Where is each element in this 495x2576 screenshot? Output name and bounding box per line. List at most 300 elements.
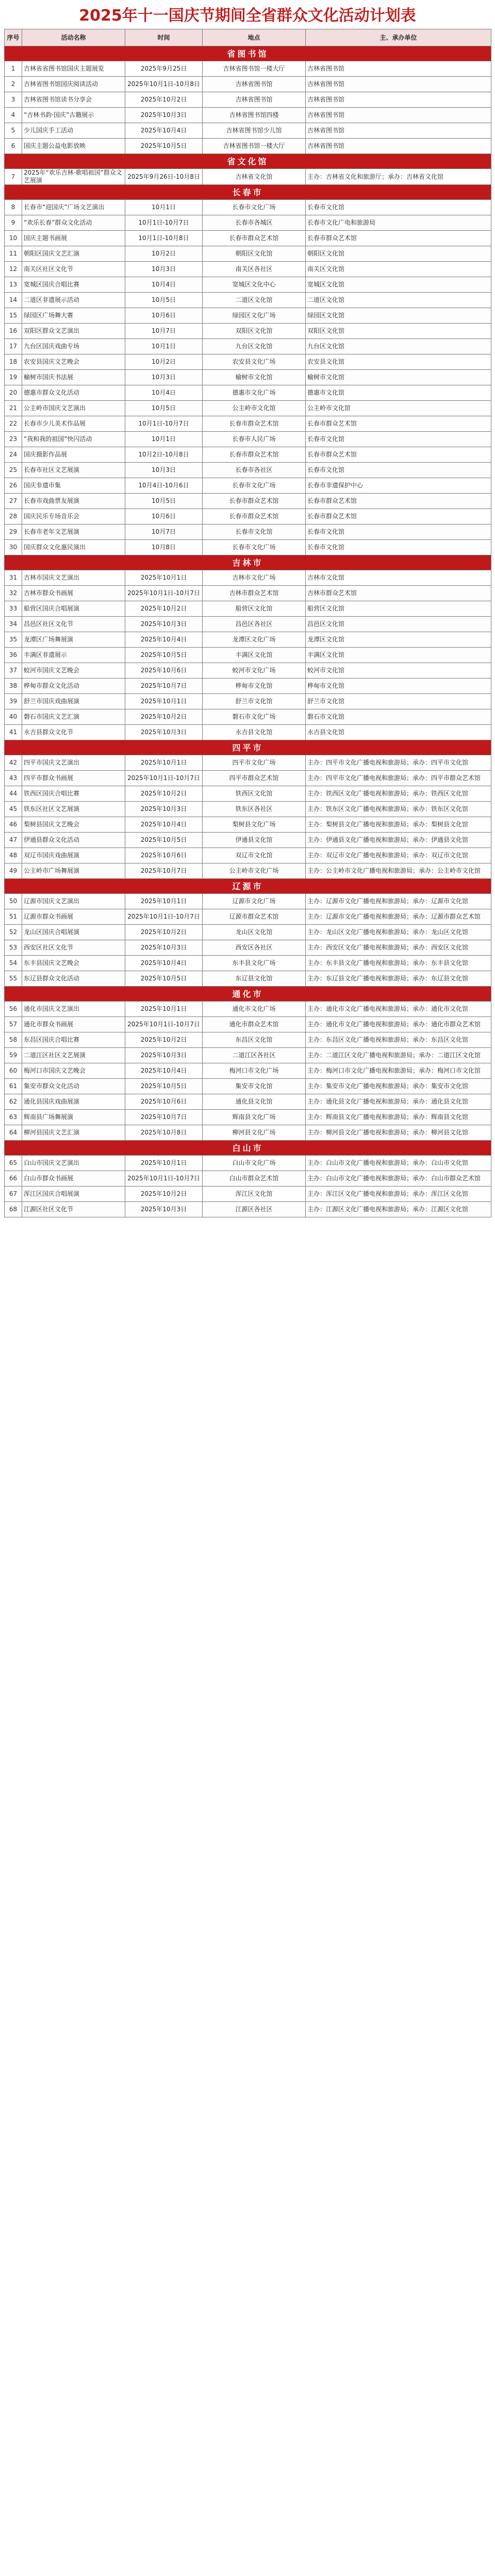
cell-location: 永吉县文化馆 — [203, 725, 306, 740]
table-row — [5, 1156, 491, 1171]
cell-organizer: 双阳区文化馆 — [306, 324, 491, 339]
cell-no: 2 — [5, 77, 22, 92]
cell-time: 10月1日 — [125, 432, 203, 447]
cell-activity: 辉南县广场舞展演 — [22, 1110, 125, 1125]
section-header-row — [5, 740, 491, 755]
table-row — [5, 570, 491, 586]
cell-no: 47 — [5, 833, 22, 848]
table-row — [5, 463, 491, 478]
table-row — [5, 648, 491, 663]
table-row — [5, 277, 491, 293]
table-row — [5, 1094, 491, 1110]
table-row — [5, 1202, 491, 1217]
cell-time: 2025年10月4日 — [125, 123, 203, 139]
cell-organizer: 宽城区文化馆 — [306, 277, 491, 293]
cell-no: 38 — [5, 679, 22, 694]
cell-location: 东丰县文化广场 — [203, 956, 306, 971]
cell-no: 31 — [5, 570, 22, 586]
cell-time: 2025年10月5日 — [125, 971, 203, 987]
table-row — [5, 833, 491, 848]
cell-activity: 铁东区社区文艺展演 — [22, 802, 125, 817]
cell-no: 45 — [5, 802, 22, 817]
cell-activity: 国庆摄影作品展 — [22, 447, 125, 463]
cell-location: 长春市文化广场 — [203, 200, 306, 215]
cell-time: 2025年10月2日 — [125, 601, 203, 617]
table-row — [5, 494, 491, 509]
cell-activity: 吉林省图书馆国庆阅读活动 — [22, 77, 125, 92]
cell-activity: 西安区社区文化节 — [22, 940, 125, 956]
cell-location: 二道江区各社区 — [203, 1048, 306, 1063]
cell-time: 10月4日 — [125, 385, 203, 401]
cell-organizer: 主办：二道江区文化广播电视和旅游局；承办：二道江区文化馆 — [306, 1048, 491, 1063]
cell-time: 2025年10月5日 — [125, 833, 203, 848]
cell-activity: 龙潭区广场舞展演 — [22, 632, 125, 648]
cell-location: 通化县文化馆 — [203, 1094, 306, 1110]
section-title: 辽源市 — [5, 879, 491, 894]
cell-organizer: 主办：白山市文化广播电视和旅游局；承办：白山市文化馆 — [306, 1156, 491, 1171]
cell-organizer: 蛟河市文化馆 — [306, 663, 491, 679]
cell-activity: 四平市国庆文艺演出 — [22, 755, 125, 771]
cell-organizer: 长春市文化广电和旅游局 — [306, 215, 491, 231]
cell-no: 58 — [5, 1032, 22, 1048]
table-row — [5, 262, 491, 277]
cell-location: 吉林省图书馆一楼大厅 — [203, 139, 306, 154]
cell-organizer: 永吉县文化馆 — [306, 725, 491, 740]
cell-location: 龙山区文化馆 — [203, 925, 306, 940]
table-row — [5, 354, 491, 370]
cell-time: 10月1日 — [125, 339, 203, 354]
cell-organizer: 长春市文化馆 — [306, 540, 491, 555]
cell-location: 龙潭区文化广场 — [203, 632, 306, 648]
cell-organizer: 长春市文化馆 — [306, 200, 491, 215]
cell-location: 绿园区文化广场 — [203, 308, 306, 324]
cell-no: 14 — [5, 293, 22, 308]
header-organizer: 主、承办单位 — [306, 29, 491, 46]
table-row — [5, 601, 491, 617]
table-row — [5, 755, 491, 771]
cell-location: 辉南县文化广场 — [203, 1110, 306, 1125]
cell-organizer: 主办：铁东区文化广播电视和旅游局；承办：铁东区文化馆 — [306, 802, 491, 817]
cell-location: 吉林省图书馆少儿馆 — [203, 123, 306, 139]
cell-organizer: 长春市文化馆 — [306, 432, 491, 447]
section-header-row — [5, 46, 491, 61]
cell-time: 10月2日 — [125, 246, 203, 262]
cell-location: 南关区各社区 — [203, 262, 306, 277]
table-row — [5, 1187, 491, 1202]
cell-activity: 二道江区社区文艺展演 — [22, 1048, 125, 1063]
table-row — [5, 802, 491, 817]
cell-no: 60 — [5, 1063, 22, 1079]
cell-no: 50 — [5, 894, 22, 909]
cell-time: 2025年10月2日 — [125, 786, 203, 802]
cell-location: 梨树县文化广场 — [203, 817, 306, 833]
cell-activity: 朝阳区国庆文艺汇演 — [22, 246, 125, 262]
cell-activity: 永吉县群众文化节 — [22, 725, 125, 740]
cell-location: 朝阳区文化馆 — [203, 246, 306, 262]
table-row — [5, 940, 491, 956]
cell-location: 吉林省文化馆 — [203, 169, 306, 185]
cell-organizer: 主办：龙山区文化广播电视和旅游局；承办：龙山区文化馆 — [306, 925, 491, 940]
table-row — [5, 215, 491, 231]
cell-location: 昌邑区各社区 — [203, 617, 306, 632]
cell-time: 2025年10月3日 — [125, 725, 203, 740]
table-row — [5, 709, 491, 725]
cell-no: 53 — [5, 940, 22, 956]
table-row — [5, 401, 491, 416]
cell-location: 丰满区文化馆 — [203, 648, 306, 663]
cell-organizer: 主办：铁西区文化广播电视和旅游局；承办：铁西区文化馆 — [306, 786, 491, 802]
page — [4, 0, 491, 1226]
cell-no: 18 — [5, 354, 22, 370]
cell-organizer: 九台区文化馆 — [306, 339, 491, 354]
cell-activity: 江源区社区文化节 — [22, 1202, 125, 1217]
table-row — [5, 848, 491, 863]
cell-activity: 桦甸市群众文化活动 — [22, 679, 125, 694]
cell-no: 24 — [5, 447, 22, 463]
cell-organizer: 主办：伊通县文化广播电视和旅游局；承办：伊通县文化馆 — [306, 833, 491, 848]
cell-organizer: 吉林市群众艺术馆 — [306, 586, 491, 601]
cell-time: 2025年10月3日 — [125, 802, 203, 817]
cell-organizer: 主办：梨树县文化广播电视和旅游局；承办：梨树县文化馆 — [306, 817, 491, 833]
cell-location: 铁西区文化馆 — [203, 786, 306, 802]
cell-time: 10月7日 — [125, 524, 203, 540]
cell-location: 集安市文化馆 — [203, 1079, 306, 1094]
cell-time: 10月2日 — [125, 354, 203, 370]
cell-no: 26 — [5, 478, 22, 494]
table-row — [5, 339, 491, 354]
cell-time: 2025年10月1日-10月7日 — [125, 771, 203, 786]
cell-time: 2025年10月2日 — [125, 925, 203, 940]
cell-location: 双阳区文化馆 — [203, 324, 306, 339]
table-row — [5, 1017, 491, 1032]
cell-no: 65 — [5, 1156, 22, 1171]
cell-location: 辽源市群众艺术馆 — [203, 909, 306, 925]
cell-activity: “欢乐长春”群众文化活动 — [22, 215, 125, 231]
table-row — [5, 370, 491, 385]
header-location: 地点 — [203, 29, 306, 46]
table-row — [5, 432, 491, 447]
cell-time: 2025年10月8日 — [125, 1125, 203, 1141]
table-row — [5, 447, 491, 463]
cell-location: 长春市各社区 — [203, 463, 306, 478]
cell-location: 农安县文化广场 — [203, 354, 306, 370]
table-row — [5, 77, 491, 92]
cell-location: 磐石市文化广场 — [203, 709, 306, 725]
cell-location: 吉林省图书馆一楼大厅 — [203, 61, 306, 77]
cell-activity: 龙山区国庆合唱展演 — [22, 925, 125, 940]
table-row — [5, 679, 491, 694]
cell-time: 10月1日-10月7日 — [125, 416, 203, 432]
table-row — [5, 478, 491, 494]
table-row — [5, 786, 491, 802]
cell-time: 2025年10月1日-10月8日 — [125, 77, 203, 92]
table-row — [5, 1079, 491, 1094]
cell-activity: 南关区社区文化节 — [22, 262, 125, 277]
cell-location: 蛟河市文化广场 — [203, 663, 306, 679]
cell-time: 2025年10月1日 — [125, 755, 203, 771]
table-row — [5, 1125, 491, 1141]
cell-activity: 国庆非遗市集 — [22, 478, 125, 494]
cell-time: 10月4日 — [125, 277, 203, 293]
cell-organizer: 二道区文化馆 — [306, 293, 491, 308]
cell-time: 2025年10月4日 — [125, 1063, 203, 1079]
cell-activity: 白山市国庆文艺演出 — [22, 1156, 125, 1171]
cell-activity: 公主岭市广场舞展演 — [22, 863, 125, 879]
table-row — [5, 1048, 491, 1063]
cell-location: 长春市群众艺术馆 — [203, 494, 306, 509]
cell-activity: 长春市“迎国庆”广场文艺演出 — [22, 200, 125, 215]
cell-no: 15 — [5, 308, 22, 324]
cell-organizer: 主办：通化市文化广播电视和旅游局；承办：通化市文化馆 — [306, 1002, 491, 1017]
cell-time: 2025年10月4日 — [125, 956, 203, 971]
cell-organizer: 龙潭区文化馆 — [306, 632, 491, 648]
table-row — [5, 1110, 491, 1125]
cell-time: 2025年9月25日 — [125, 61, 203, 77]
cell-activity: 东辽县群众文化活动 — [22, 971, 125, 987]
table-row — [5, 694, 491, 709]
cell-activity: 舒兰市国庆戏曲展演 — [22, 694, 125, 709]
cell-location: 榆树市文化馆 — [203, 370, 306, 385]
cell-time: 2025年10月6日 — [125, 848, 203, 863]
table-row — [5, 308, 491, 324]
cell-organizer: 主办：梅河口市文化广播电视和旅游局；承办：梅河口市文化馆 — [306, 1063, 491, 1079]
cell-time: 10月5日 — [125, 293, 203, 308]
cell-activity: “我和我的祖国”快闪活动 — [22, 432, 125, 447]
cell-organizer: 主办：吉林省文化和旅游厅；承办：吉林省文化馆 — [306, 169, 491, 185]
cell-no: 64 — [5, 1125, 22, 1141]
cell-organizer: 长春市群众艺术馆 — [306, 447, 491, 463]
table-row — [5, 1002, 491, 1017]
cell-activity: 少儿国庆手工活动 — [22, 123, 125, 139]
cell-time: 10月7日 — [125, 324, 203, 339]
cell-time: 10月3日 — [125, 262, 203, 277]
cell-activity: 辽源市群众书画展 — [22, 909, 125, 925]
cell-activity: 昌邑区社区文化节 — [22, 617, 125, 632]
cell-location: 吉林省图书馆四楼 — [203, 108, 306, 123]
cell-activity: 国庆主题书画展 — [22, 231, 125, 246]
table-row — [5, 108, 491, 123]
table-body — [5, 46, 491, 1217]
cell-activity: 德惠市群众文化活动 — [22, 385, 125, 401]
cell-organizer: 主办：集安市文化广播电视和旅游局；承办：集安市文化馆 — [306, 1079, 491, 1094]
cell-time: 2025年10月4日 — [125, 817, 203, 833]
cell-no: 51 — [5, 909, 22, 925]
cell-time: 2025年10月2日 — [125, 709, 203, 725]
cell-location: 梅河口市文化广场 — [203, 1063, 306, 1079]
cell-no: 3 — [5, 92, 22, 108]
cell-no: 46 — [5, 817, 22, 833]
cell-activity: 丰满区非遗展示 — [22, 648, 125, 663]
cell-time: 2025年10月5日 — [125, 139, 203, 154]
table-row — [5, 925, 491, 940]
cell-organizer: 德惠市文化馆 — [306, 385, 491, 401]
header-time: 时间 — [125, 29, 203, 46]
cell-activity: 国庆主题公益电影放映 — [22, 139, 125, 154]
cell-no: 20 — [5, 385, 22, 401]
cell-organizer: 舒兰市文化馆 — [306, 694, 491, 709]
cell-no: 5 — [5, 123, 22, 139]
table-row — [5, 416, 491, 432]
cell-location: 长春市群众艺术馆 — [203, 447, 306, 463]
cell-location: 二道区文化馆 — [203, 293, 306, 308]
cell-organizer: 吉林省图书馆 — [306, 77, 491, 92]
cell-activity: 白山市群众书画展 — [22, 1171, 125, 1187]
section-title: 省图书馆 — [5, 46, 491, 61]
cell-no: 59 — [5, 1048, 22, 1063]
cell-activity: 吉林省图书馆读书分享会 — [22, 92, 125, 108]
cell-location: 吉林市文化广场 — [203, 570, 306, 586]
cell-time: 2025年10月3日 — [125, 617, 203, 632]
table-row — [5, 956, 491, 971]
cell-activity: 2025年“欢乐吉林·歌唱祖国”群众文艺展演 — [22, 169, 125, 185]
cell-time: 2025年10月6日 — [125, 663, 203, 679]
cell-location: 舒兰市文化馆 — [203, 694, 306, 709]
table-row — [5, 663, 491, 679]
cell-organizer: 主办：东辽县文化广播电视和旅游局；承办：东辽县文化馆 — [306, 971, 491, 987]
cell-time: 10月6日 — [125, 308, 203, 324]
table-row — [5, 385, 491, 401]
section-title: 省文化馆 — [5, 154, 491, 169]
section-title: 四平市 — [5, 740, 491, 755]
cell-time: 2025年10月1日-10月7日 — [125, 1171, 203, 1187]
cell-organizer: 吉林省图书馆 — [306, 123, 491, 139]
cell-location: 柳河县文化广场 — [203, 1125, 306, 1141]
cell-time: 2025年10月3日 — [125, 1048, 203, 1063]
cell-time: 10月2日-10月8日 — [125, 447, 203, 463]
cell-organizer: 长春市文化馆 — [306, 463, 491, 478]
table-row — [5, 863, 491, 879]
cell-location: 东辽县文化馆 — [203, 971, 306, 987]
cell-activity: 通化县国庆戏曲展演 — [22, 1094, 125, 1110]
cell-activity: 吉林市国庆文艺演出 — [22, 570, 125, 586]
cell-location: 吉林省图书馆 — [203, 92, 306, 108]
cell-time: 10月8日 — [125, 540, 203, 555]
cell-location: 四平市群众艺术馆 — [203, 771, 306, 786]
cell-time: 2025年10月5日 — [125, 648, 203, 663]
cell-time: 2025年10月1日-10月7日 — [125, 586, 203, 601]
section-header-row — [5, 987, 491, 1002]
cell-location: 江源区各社区 — [203, 1202, 306, 1217]
cell-time: 2025年10月7日 — [125, 863, 203, 879]
table-row — [5, 617, 491, 632]
cell-time: 2025年10月3日 — [125, 940, 203, 956]
cell-organizer: 丰满区文化馆 — [306, 648, 491, 663]
cell-location: 吉林市群众艺术馆 — [203, 586, 306, 601]
cell-time: 2025年10月1日-10月7日 — [125, 909, 203, 925]
cell-no: 4 — [5, 108, 22, 123]
table-row — [5, 169, 491, 185]
cell-no: 61 — [5, 1079, 22, 1094]
cell-time: 2025年10月7日 — [125, 679, 203, 694]
cell-location: 双辽市文化馆 — [203, 848, 306, 863]
cell-location: 九台区文化馆 — [203, 339, 306, 354]
cell-organizer: 主办：辽源市文化广播电视和旅游局；承办：辽源市群众艺术馆 — [306, 909, 491, 925]
table-row — [5, 1063, 491, 1079]
cell-organizer: 主办：白山市文化广播电视和旅游局；承办：白山市群众艺术馆 — [306, 1171, 491, 1187]
cell-activity: 四平市群众书画展 — [22, 771, 125, 786]
table-row — [5, 817, 491, 833]
cell-organizer: 农安县文化馆 — [306, 354, 491, 370]
cell-time: 2025年9月26日-10月8日 — [125, 169, 203, 185]
cell-location: 浑江区文化馆 — [203, 1187, 306, 1202]
cell-location: 公主岭市文化广场 — [203, 863, 306, 879]
cell-location: 长春市人民广场 — [203, 432, 306, 447]
cell-activity: 通化市国庆文艺演出 — [22, 1002, 125, 1017]
table-row — [5, 524, 491, 540]
cell-organizer: 长春市群众艺术馆 — [306, 231, 491, 246]
cell-organizer: 船营区文化馆 — [306, 601, 491, 617]
cell-activity: 榆树市国庆书法展 — [22, 370, 125, 385]
cell-organizer: 主办：公主岭市文化广播电视和旅游局；承办：公主岭市文化馆 — [306, 863, 491, 879]
cell-no: 22 — [5, 416, 22, 432]
cell-activity: 集安市群众文化活动 — [22, 1079, 125, 1094]
cell-location: 西安区各社区 — [203, 940, 306, 956]
table-row — [5, 586, 491, 601]
cell-no: 40 — [5, 709, 22, 725]
cell-location: 东昌区文化馆 — [203, 1032, 306, 1048]
cell-location: 长春市群众艺术馆 — [203, 416, 306, 432]
cell-no: 41 — [5, 725, 22, 740]
cell-activity: 蛟河市国庆文艺晚会 — [22, 663, 125, 679]
cell-no: 1 — [5, 61, 22, 77]
cell-activity: 国庆群众文化惠民演出 — [22, 540, 125, 555]
cell-organizer: 主办：柳河县文化广播电视和旅游局；承办：柳河县文化馆 — [306, 1125, 491, 1141]
cell-activity: 船营区国庆合唱展演 — [22, 601, 125, 617]
cell-activity: 长春市社区文艺展演 — [22, 463, 125, 478]
table-header-row — [5, 29, 491, 46]
cell-no: 56 — [5, 1002, 22, 1017]
cell-no: 44 — [5, 786, 22, 802]
cell-no: 28 — [5, 509, 22, 524]
cell-activity: 柳河县国庆文艺汇演 — [22, 1125, 125, 1141]
header-no: 序号 — [5, 29, 22, 46]
cell-organizer: 主办：浑江区文化广播电视和旅游局；承办：浑江区文化馆 — [306, 1187, 491, 1202]
cell-no: 27 — [5, 494, 22, 509]
cell-no: 35 — [5, 632, 22, 648]
cell-location: 德惠市文化广场 — [203, 385, 306, 401]
section-title: 通化市 — [5, 987, 491, 1002]
page-title: 2025年十一国庆节期间全省群众文化活动计划表 — [79, 7, 416, 25]
cell-activity: 绿园区广场舞大赛 — [22, 308, 125, 324]
cell-location: 铁东区各社区 — [203, 802, 306, 817]
section-header-row — [5, 555, 491, 570]
cell-no: 19 — [5, 370, 22, 385]
cell-activity: 辽源市国庆文艺演出 — [22, 894, 125, 909]
cell-organizer: 主办：通化县文化广播电视和旅游局；承办：通化县文化馆 — [306, 1094, 491, 1110]
cell-no: 37 — [5, 663, 22, 679]
table-row — [5, 971, 491, 987]
cell-organizer: 榆树市文化馆 — [306, 370, 491, 385]
cell-time: 10月6日 — [125, 509, 203, 524]
cell-time: 2025年10月1日-10月7日 — [125, 1017, 203, 1032]
cell-location: 宽城区文化中心 — [203, 277, 306, 293]
table-row — [5, 540, 491, 555]
cell-organizer: 主办：江源区文化广播电视和旅游局；承办：江源区文化馆 — [306, 1202, 491, 1217]
cell-no: 23 — [5, 432, 22, 447]
cell-activity: 二道区非遗展示活动 — [22, 293, 125, 308]
cell-no: 11 — [5, 246, 22, 262]
cell-organizer: 绿园区文化馆 — [306, 308, 491, 324]
cell-time: 10月4日-10月6日 — [125, 478, 203, 494]
cell-organizer: 主办：东昌区文化广播电视和旅游局；承办：东昌区文化馆 — [306, 1032, 491, 1048]
cell-no: 25 — [5, 463, 22, 478]
cell-activity: 磐石市国庆文艺汇演 — [22, 709, 125, 725]
cell-location: 白山市群众艺术馆 — [203, 1171, 306, 1187]
cell-time: 2025年10月5日 — [125, 1079, 203, 1094]
cell-no: 52 — [5, 925, 22, 940]
table-row — [5, 909, 491, 925]
cell-location: 长春市群众艺术馆 — [203, 509, 306, 524]
